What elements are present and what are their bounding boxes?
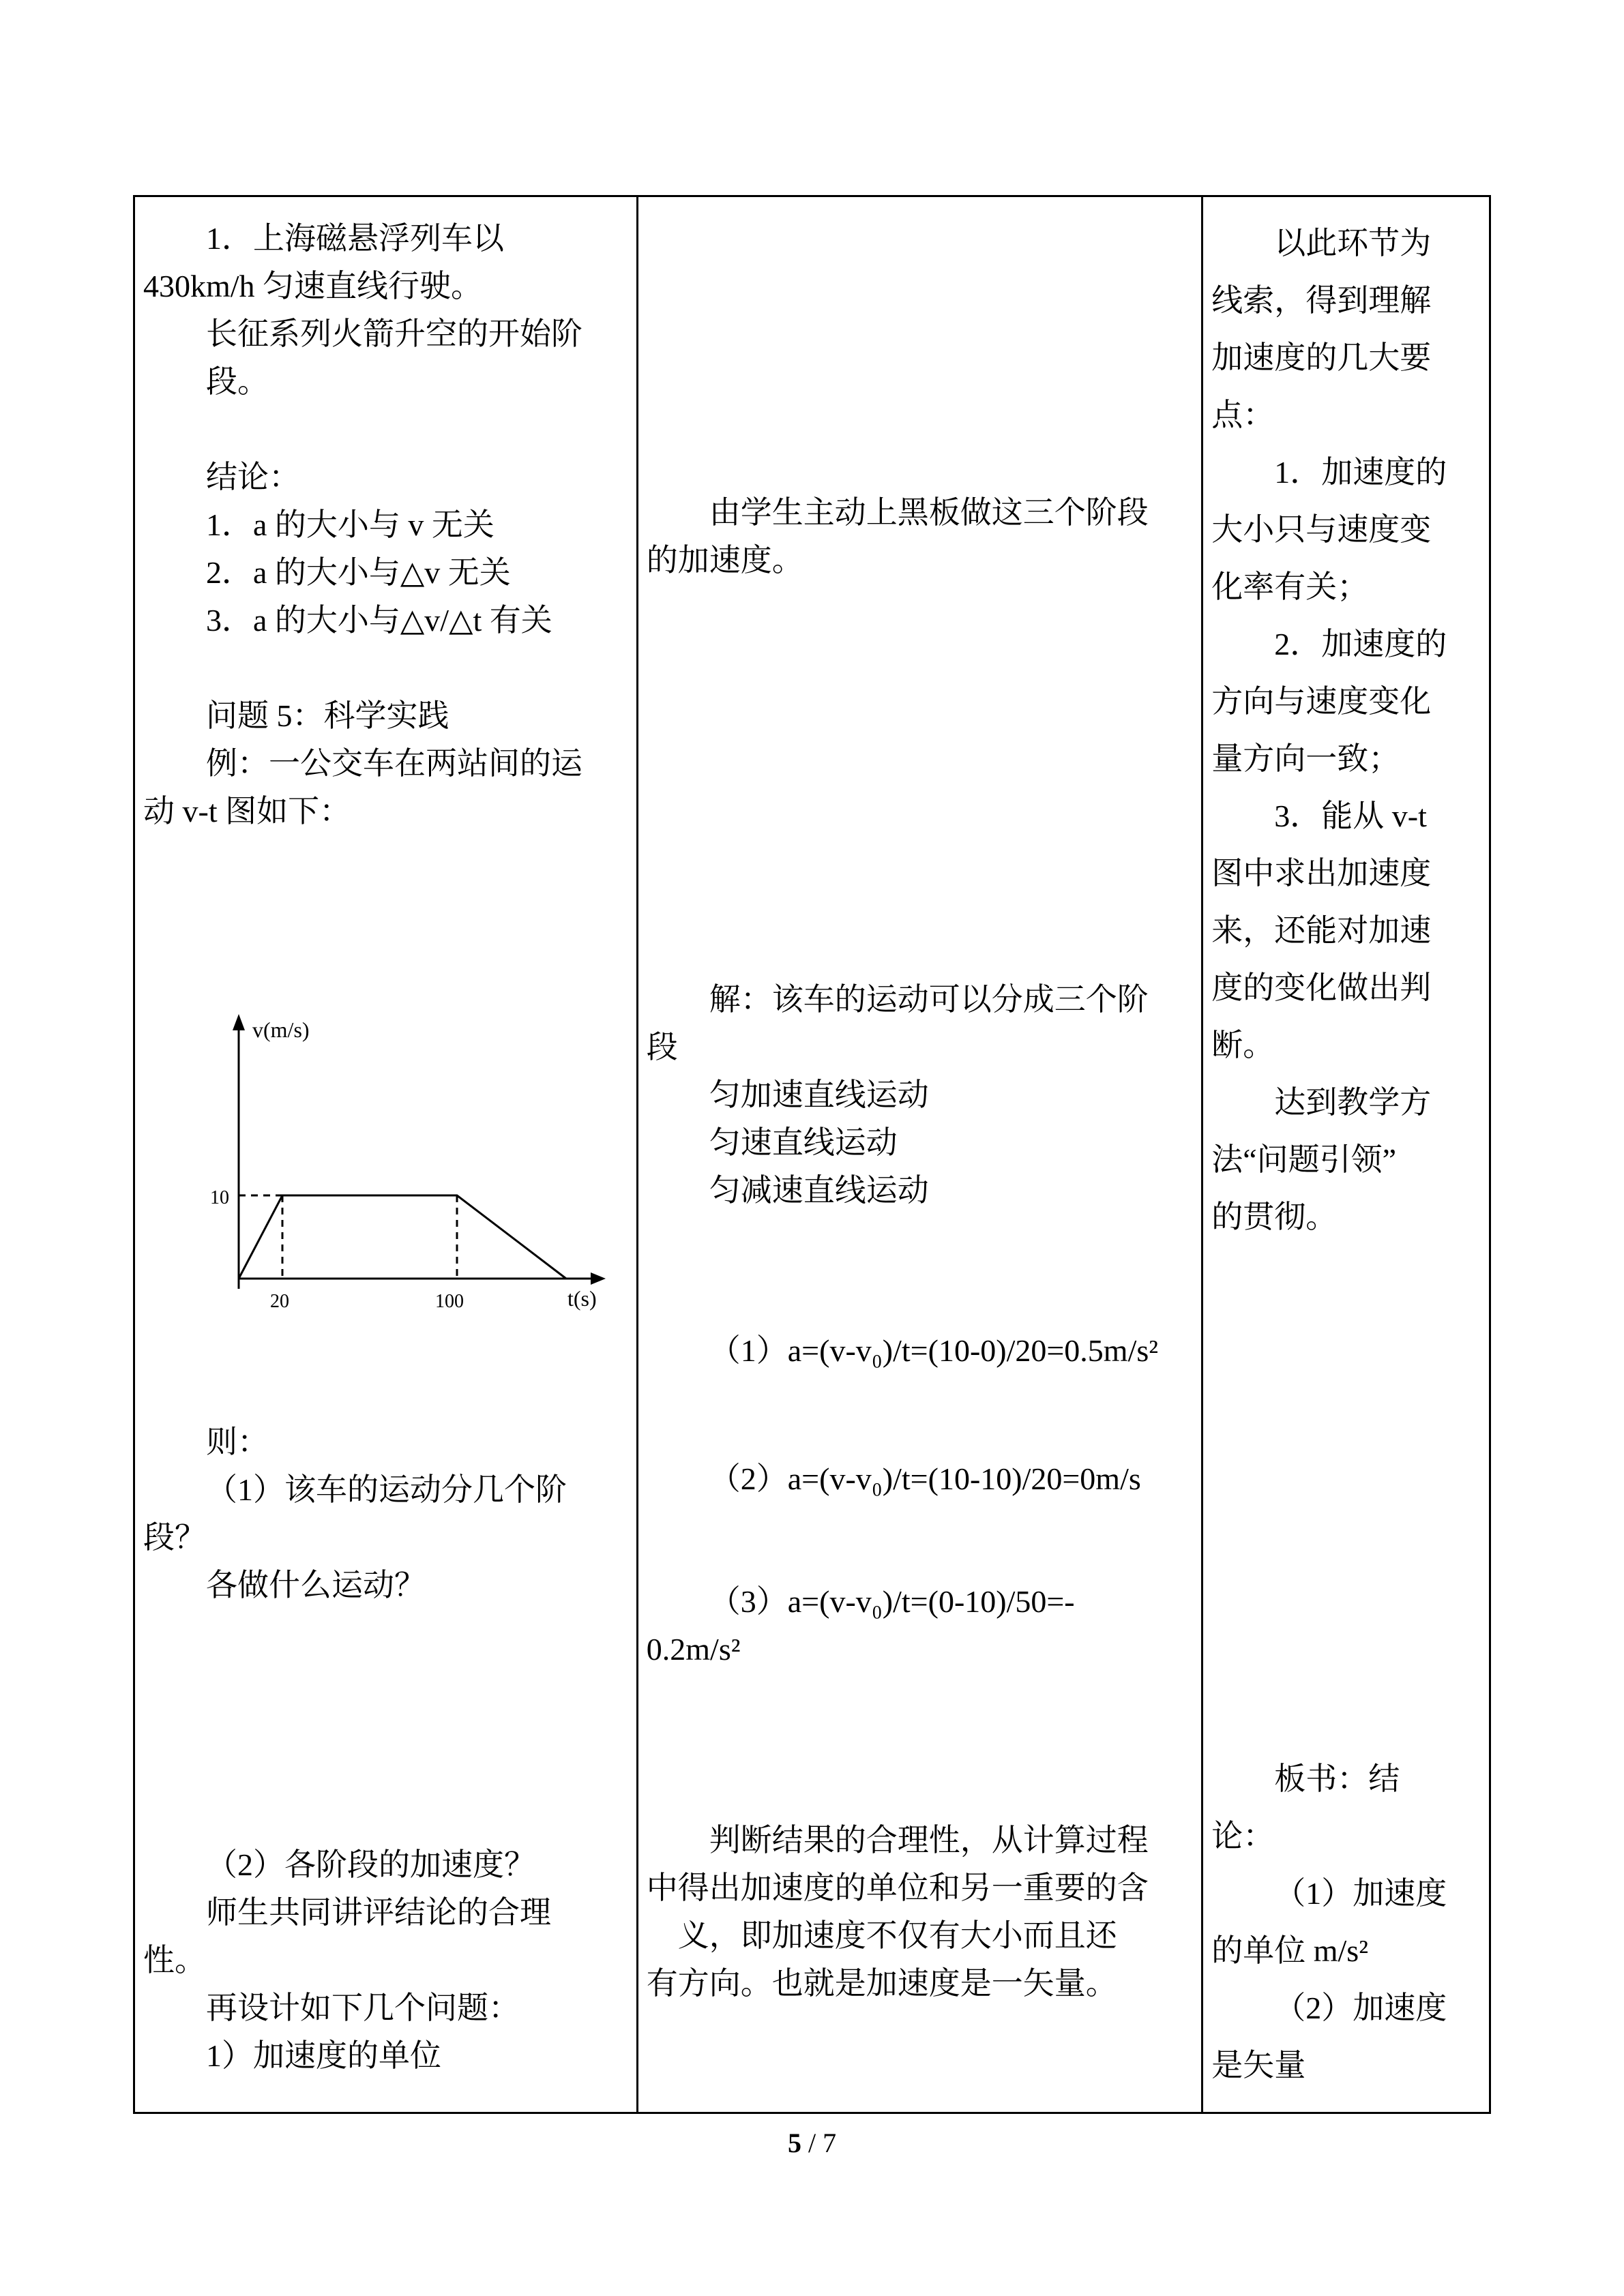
text-line: 3．a 的大小与△v/△t 有关 (206, 603, 552, 638)
text-line: 加速度的几大要 (1211, 340, 1432, 375)
text-line: 匀速直线运动 (709, 1125, 898, 1160)
text-line: 大小只与速度变 (1211, 512, 1432, 547)
total-page-number: 7 (823, 2128, 837, 2158)
column-teaching-content (135, 197, 638, 2112)
spacer (647, 584, 1194, 976)
spacer (1211, 1246, 1482, 1750)
text-line: 430km/h 匀速直线行驶。 (143, 269, 483, 303)
text-line: 中得出加速度的单位和另一重要的含 (646, 1870, 1149, 1905)
text-line: 是矢量 (1211, 2048, 1306, 2083)
spacer (143, 1609, 630, 1841)
current-page-number: 5 (787, 2128, 801, 2158)
text-line: 来，还能对加速 (1211, 913, 1432, 948)
text-line: 度的变化做出判 (1211, 970, 1432, 1005)
text-line: 的加速度。 (646, 543, 803, 578)
spacer (647, 1214, 1194, 1327)
text-line: 达到教学方 (1274, 1085, 1432, 1120)
text-line: 化率有关； (1211, 569, 1369, 604)
text-line: 义，即加速度不仅有大小而且还 (677, 1918, 1117, 1953)
text-line: 1）加速度的单位 (206, 2038, 441, 2073)
text-line: （2）各阶段的加速度？ (206, 1847, 535, 1882)
velocity-curve (239, 1195, 566, 1279)
text-line: 段。 (206, 364, 269, 399)
text-line: 断。 (1211, 1028, 1275, 1062)
text-line: 问题 5：科学实践 (206, 698, 449, 733)
text-line: 长征系列火箭升空的开始阶 (206, 316, 582, 351)
x-tick-100: 100 (435, 1291, 464, 1312)
text-line: 论： (1211, 1819, 1275, 1853)
text-line: 动 v-t 图如下： (143, 794, 351, 829)
spacer (143, 406, 630, 453)
text-line: 量方向一致； (1211, 741, 1400, 776)
text-line: 有方向。也就是加速度是一矢量。 (646, 1966, 1117, 2001)
y-axis-label: v(m/s) (252, 1017, 310, 1042)
spacer (647, 1503, 1194, 1578)
text-line: 以此环节为 (1274, 226, 1432, 260)
page-number-separator: / (801, 2128, 823, 2158)
text-line: 线索，得到理解 (1211, 283, 1432, 318)
text-line: 匀加速直线运动 (709, 1077, 929, 1112)
text-line: 段？ (143, 1520, 206, 1555)
text-line: 方向与速度变化 (1211, 684, 1432, 719)
text-line: 的贯彻。 (1211, 1199, 1338, 1234)
text-line: 板书：结 (1274, 1761, 1400, 1796)
text-line: 性。 (143, 1943, 206, 1978)
spacer (143, 644, 630, 692)
text-line: 2．加速度的 (1274, 627, 1447, 661)
text-line: 例：一公交车在两站间的运 (206, 746, 582, 781)
text-line: 1．加速度的 (1274, 455, 1447, 490)
text-line: 再设计如下几个问题： (206, 1991, 520, 2025)
vt-graph-svg (191, 1006, 621, 1323)
text-line: 的单位 m/s² (1211, 1933, 1369, 1968)
x-axis-label: t(s) (567, 1286, 597, 1311)
vt-graph (191, 1006, 621, 1323)
text-line: 判断结果的合理性，从计算过程 (709, 1823, 1149, 1858)
spacer (647, 1375, 1194, 1455)
spacer (647, 1673, 1194, 1817)
text-line: 图中求出加速度 (1211, 856, 1432, 891)
x-axis-arrow (591, 1272, 606, 1285)
spacer (647, 215, 1194, 489)
text-line: 1．a 的大小与 v 无关 (206, 507, 494, 542)
text-line: 2．a 的大小与△v 无关 (206, 555, 511, 590)
column-design-intent (1203, 197, 1489, 2112)
y-tick-10: 10 (210, 1187, 229, 1208)
text-line: 结论： (206, 460, 300, 494)
text-line: 由学生主动上黑板做这三个阶段 (709, 495, 1149, 530)
text-line: 各做什么运动？ (206, 1568, 426, 1602)
formula-line: 0.2m/s² (646, 1632, 741, 1667)
text-line: 解：该车的运动可以分成三个阶 (709, 982, 1149, 1017)
text-line: 匀减速直线运动 (709, 1173, 929, 1208)
text-line: 点： (1211, 398, 1275, 432)
text-line: （2）加速度 (1274, 1991, 1447, 2025)
formula-line: （3）a=(v-v₀)/t=(0-10)/50=- (709, 1584, 1075, 1619)
lesson-plan-table (133, 195, 1491, 2114)
text-line: 3．能从 v-t (1274, 799, 1427, 833)
x-tick-20: 20 (270, 1291, 289, 1312)
text-line: （1）该车的运动分几个阶 (206, 1472, 567, 1507)
text-line: 段 (646, 1030, 678, 1064)
text-line: 法“问题引领” (1211, 1142, 1397, 1177)
y-axis-arrow (233, 1014, 245, 1030)
column-teacher-student-activity (638, 197, 1203, 2112)
text-line: 1．上海磁悬浮列车以 (206, 221, 504, 256)
formula-line: （2）a=(v-v₀)/t=(10-10)/20=0m/s (709, 1461, 1141, 1496)
text-line: 则： (206, 1425, 269, 1459)
formula-line: （1）a=(v-v₀)/t=(10-0)/20=0.5m/s² (709, 1333, 1159, 1368)
text-line: （1）加速度 (1274, 1876, 1447, 1911)
page-number (0, 2126, 1624, 2160)
text-line: 师生共同讲评结论的合理 (206, 1895, 551, 1930)
